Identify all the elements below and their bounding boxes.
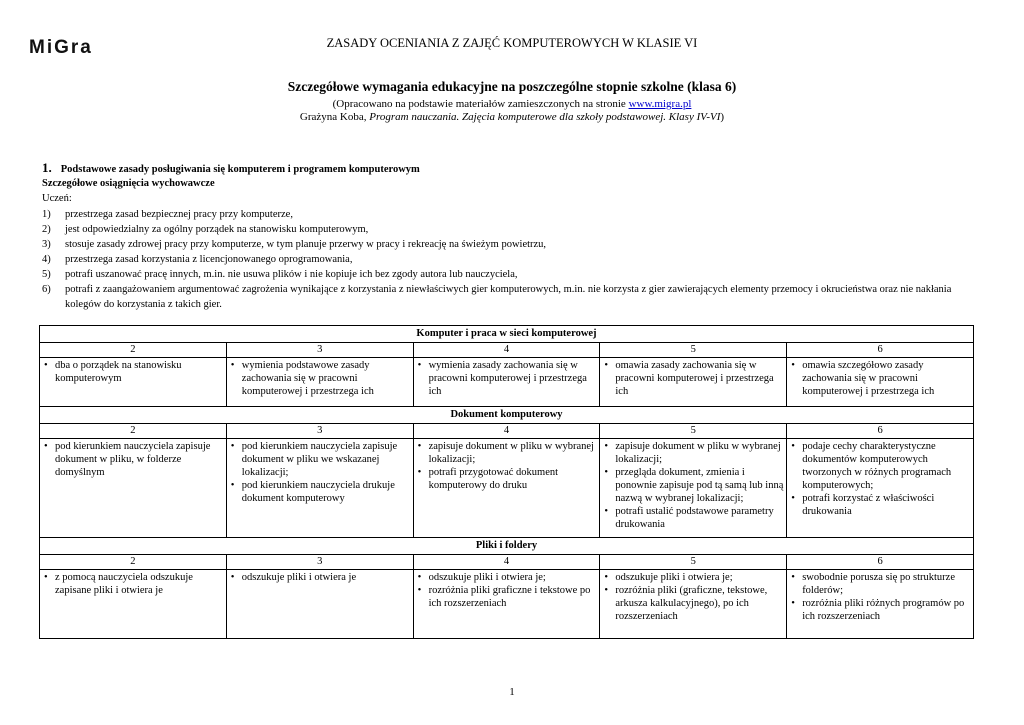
requirement-cell <box>600 358 787 407</box>
requirement-cell <box>787 358 974 407</box>
requirement-item: • wymienia zasady zachowania się w pracowni komputerowej i przestrzega ich <box>417 359 598 398</box>
goals-heading: Szczegółowe osiągnięcia wychowawcze <box>42 178 215 189</box>
goals-list <box>42 207 972 312</box>
requirement-item: • odszukuje pliki i otwiera je; <box>603 571 784 584</box>
document-subtitle: Szczegółowe wymagania edukacyjne na poszczególne stopnie szkolne (klasa 6) <box>287 79 737 94</box>
grade-header: 2 <box>40 555 227 570</box>
requirement-cell <box>413 570 600 639</box>
requirement-cell <box>413 439 600 538</box>
grade-header: 4 <box>413 424 600 439</box>
goal-item <box>42 237 972 252</box>
source-prefix: (Opracowano na podstawie materiałów zamieszczonych na stronie <box>332 98 629 110</box>
requirements-table <box>39 325 974 639</box>
requirement-item: • podaje cechy charakterystyczne dokumentów komputerowych tworzonych w różnych programach komputerowych; <box>790 440 971 492</box>
grade-header: 5 <box>600 424 787 439</box>
grade-header: 6 <box>787 424 974 439</box>
goal-text: stosuje zasady zdrowej pracy przy komputerze, w tym planuje przerwy w pracy i rekreację na świeżym powietrzu, <box>65 239 547 250</box>
requirement-item: • pod kierunkiem nauczyciela drukuje dokument komputerowy <box>230 479 411 505</box>
requirement-list <box>787 439 973 520</box>
requirement-item: • potrafi przygotować dokument komputerowy do druku <box>417 466 598 492</box>
goal-number: 4) <box>42 254 51 265</box>
goal-item <box>42 222 972 237</box>
requirement-cell <box>40 439 227 538</box>
grade-header: 6 <box>787 343 974 358</box>
requirement-item: • z pomocą nauczyciela odszukuje zapisane pliki i otwiera je <box>43 571 224 597</box>
goal-number: 2) <box>42 224 51 235</box>
grade-header: 2 <box>40 343 227 358</box>
goal-item <box>42 282 972 312</box>
grade-header: 4 <box>413 555 600 570</box>
source-line-1 <box>0 98 1024 110</box>
requirement-item: • rozróżnia pliki różnych programów po ich rozszerzeniach <box>790 597 971 623</box>
requirement-cell <box>226 439 413 538</box>
source-title: Program nauczania. Zajęcia komputerowe dla szkoły podstawowej. Klasy IV-VI <box>369 111 721 123</box>
migra-link[interactable]: www.migra.pl <box>628 98 692 110</box>
goal-number: 5) <box>42 269 51 280</box>
table-section-title: Dokument komputerowy <box>40 407 974 424</box>
grade-header: 5 <box>600 343 787 358</box>
requirement-cell <box>787 570 974 639</box>
source-suffix: ) <box>720 111 725 123</box>
requirement-cell <box>600 439 787 538</box>
requirement-list <box>414 570 600 612</box>
goal-item <box>42 252 972 267</box>
goal-number: 1) <box>42 209 51 220</box>
requirement-item: • potrafi ustalić podstawowe parametry drukowania <box>603 505 784 531</box>
table-section-title: Komputer i praca w sieci komputerowej <box>40 326 974 343</box>
goal-text: potrafi uszanować pracę innych, m.in. nie usuwa plików i nie kopiuje ich bez zgody autora lub nauczyciela, <box>65 269 518 280</box>
requirement-cell <box>226 570 413 639</box>
grade-header: 3 <box>226 424 413 439</box>
requirement-item: • pod kierunkiem nauczyciela zapisuje dokument w pliku we wskazanej lokalizacji; <box>230 440 411 479</box>
source-line-2 <box>0 111 1024 123</box>
requirement-list <box>227 358 413 400</box>
goal-number: 6) <box>42 284 51 295</box>
table-section-title: Pliki i foldery <box>40 538 974 555</box>
requirement-list <box>600 439 786 533</box>
grade-header: 5 <box>600 555 787 570</box>
goal-text: przestrzega zasad bezpiecznej pracy przy komputerze, <box>65 209 293 220</box>
requirement-list <box>787 570 973 625</box>
requirement-item: • rozróżnia pliki (graficzne, tekstowe, arkusza kalkulacyjnego), po ich rozszerzeniach <box>603 584 784 623</box>
page-number: 1 <box>509 686 515 698</box>
section-number: 1. <box>42 160 52 175</box>
goal-item <box>42 267 972 282</box>
grade-header: 3 <box>226 343 413 358</box>
source-author: Grażyna Koba, <box>299 111 370 123</box>
requirement-item: • rozróżnia pliki graficzne i tekstowe po ich rozszerzeniach <box>417 584 598 610</box>
requirement-item: • pod kierunkiem nauczyciela zapisuje dokument w pliku, w folderze domyślnym <box>43 440 224 479</box>
requirement-list <box>414 358 600 400</box>
goal-text: jest odpowiedzialny za ogólny porządek na stanowisku komputerowym, <box>65 224 369 235</box>
pupil-label: Uczeń: <box>42 193 72 204</box>
requirement-list <box>787 358 973 400</box>
requirement-item: • dba o porządek na stanowisku komputerowym <box>43 359 224 385</box>
goal-item <box>42 207 972 222</box>
requirement-item: • zapisuje dokument w pliku w wybranej lokalizacji; <box>417 440 598 466</box>
requirement-list <box>40 570 226 599</box>
requirement-item: • potrafi korzystać z właściwości drukowania <box>790 492 971 518</box>
migra-logo: MiGra <box>29 37 93 58</box>
document-header: ZASADY OCENIANIA Z ZAJĘĆ KOMPUTEROWYCH W KLASIE VI <box>326 36 698 50</box>
grade-header: 4 <box>413 343 600 358</box>
requirement-item: • omawia szczegółowo zasady zachowania się w pracowni komputerowej i przestrzega ich <box>790 359 971 398</box>
section-title: Podstawowe zasady posługiwania się komputerem i programem komputerowym <box>60 164 420 175</box>
requirement-list <box>227 439 413 507</box>
requirement-cell <box>226 358 413 407</box>
requirement-item: • przegląda dokument, zmienia i ponownie zapisuje pod tą samą lub inną nazwą w wybranej lokalizacji; <box>603 466 784 505</box>
requirement-item: • omawia zasady zachowania się w pracowni komputerowej i przestrzega ich <box>603 359 784 398</box>
requirement-cell <box>40 570 227 639</box>
requirement-cell <box>40 358 227 407</box>
requirement-item: • odszukuje pliki i otwiera je <box>230 571 411 584</box>
requirement-item: • wymienia podstawowe zasady zachowania się w pracowni komputerowej i przestrzega ich <box>230 359 411 398</box>
goal-number: 3) <box>42 239 51 250</box>
goal-text: przestrzega zasad korzystania z licencjonowanego oprogramowania, <box>65 254 353 265</box>
requirement-list <box>227 570 413 586</box>
requirement-cell <box>413 358 600 407</box>
grade-header: 3 <box>226 555 413 570</box>
requirement-cell <box>787 439 974 538</box>
requirement-list <box>40 439 226 481</box>
requirement-item: • odszukuje pliki i otwiera je; <box>417 571 598 584</box>
requirement-list <box>600 570 786 625</box>
requirement-list <box>414 439 600 494</box>
requirement-cell <box>600 570 787 639</box>
section-heading <box>42 160 420 176</box>
requirement-list <box>40 358 226 387</box>
goal-text: potrafi z zaangażowaniem argumentować zagrożenia wynikające z korzystania z niewłaściwych gier komputerowych, m.in. nie korzysta z gier zawierających elementy przemocy i okrucieństwa oraz nie nakłania kolegów do korzystania z takich gier. <box>65 284 952 310</box>
requirement-item: • zapisuje dokument w pliku w wybranej lokalizacji; <box>603 440 784 466</box>
requirement-item: • swobodnie porusza się po strukturze folderów; <box>790 571 971 597</box>
grade-header: 6 <box>787 555 974 570</box>
grade-header: 2 <box>40 424 227 439</box>
requirement-list <box>600 358 786 400</box>
